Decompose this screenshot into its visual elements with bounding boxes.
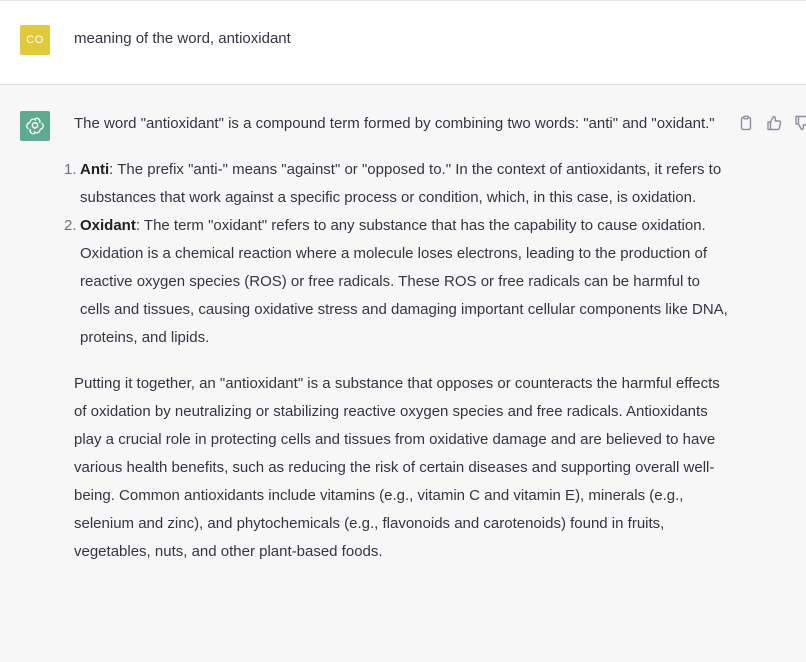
list-term: Oxidant bbox=[80, 217, 136, 234]
user-avatar: CO bbox=[20, 25, 50, 55]
list-number: 1. bbox=[64, 161, 77, 178]
message-actions bbox=[738, 115, 806, 131]
assistant-message-content bbox=[64, 110, 734, 566]
thumbs-up-icon[interactable] bbox=[766, 115, 782, 131]
conclusion-paragraph: Putting it together, an "antioxidant" is a substance that opposes or counteracts the harmful effects of oxidation by neutralizing or stabilizing reactive oxygen species and free radicals. Antioxidants play a crucial role in protecting cells and tissues from oxidative damage and are believed to have various health benefits, such as reducing the risk of certain diseases and supporting overall well-being. Common antioxidants include vitamins (e.g., vitamin C and vitamin E), minerals (e.g., selenium and zinc), and phytochemicals (e.g., flavonoids and carotenoids) found in fruits, vegetables, nuts, and other plant-based foods. bbox=[74, 375, 720, 560]
list-number: 2. bbox=[64, 217, 77, 234]
list-term: Anti bbox=[80, 161, 110, 178]
user-message-row bbox=[0, 0, 806, 85]
chatgpt-logo-icon bbox=[20, 111, 50, 141]
list-text: : The prefix "anti-" means "against" or "opposed to." In the context of antioxidants, it refers to substances that work against a specific process or condition, which, in this case, is oxidation. bbox=[80, 161, 722, 206]
assistant-message-row bbox=[0, 85, 806, 662]
list-item bbox=[64, 156, 734, 212]
list-text: : The term "oxidant" refers to any substance that has the capability to cause oxidation. Oxidation is a chemical reaction where a molecule loses electrons, leading to the production of reactive oxygen species (ROS) or free radicals. These ROS or free radicals can be harmful to cells and tissues, causing oxidative stress and damaging important cellular components like DNA, proteins, and lipids. bbox=[80, 217, 728, 346]
definition-list bbox=[64, 156, 734, 352]
intro-paragraph: The word "antioxidant" is a compound term formed by combining two words: "anti" and "oxidant." bbox=[74, 115, 715, 132]
list-item bbox=[64, 212, 734, 352]
thumbs-down-icon[interactable] bbox=[794, 115, 806, 131]
clipboard-icon[interactable] bbox=[738, 115, 754, 131]
user-message-text: meaning of the word, antioxidant bbox=[74, 30, 291, 47]
